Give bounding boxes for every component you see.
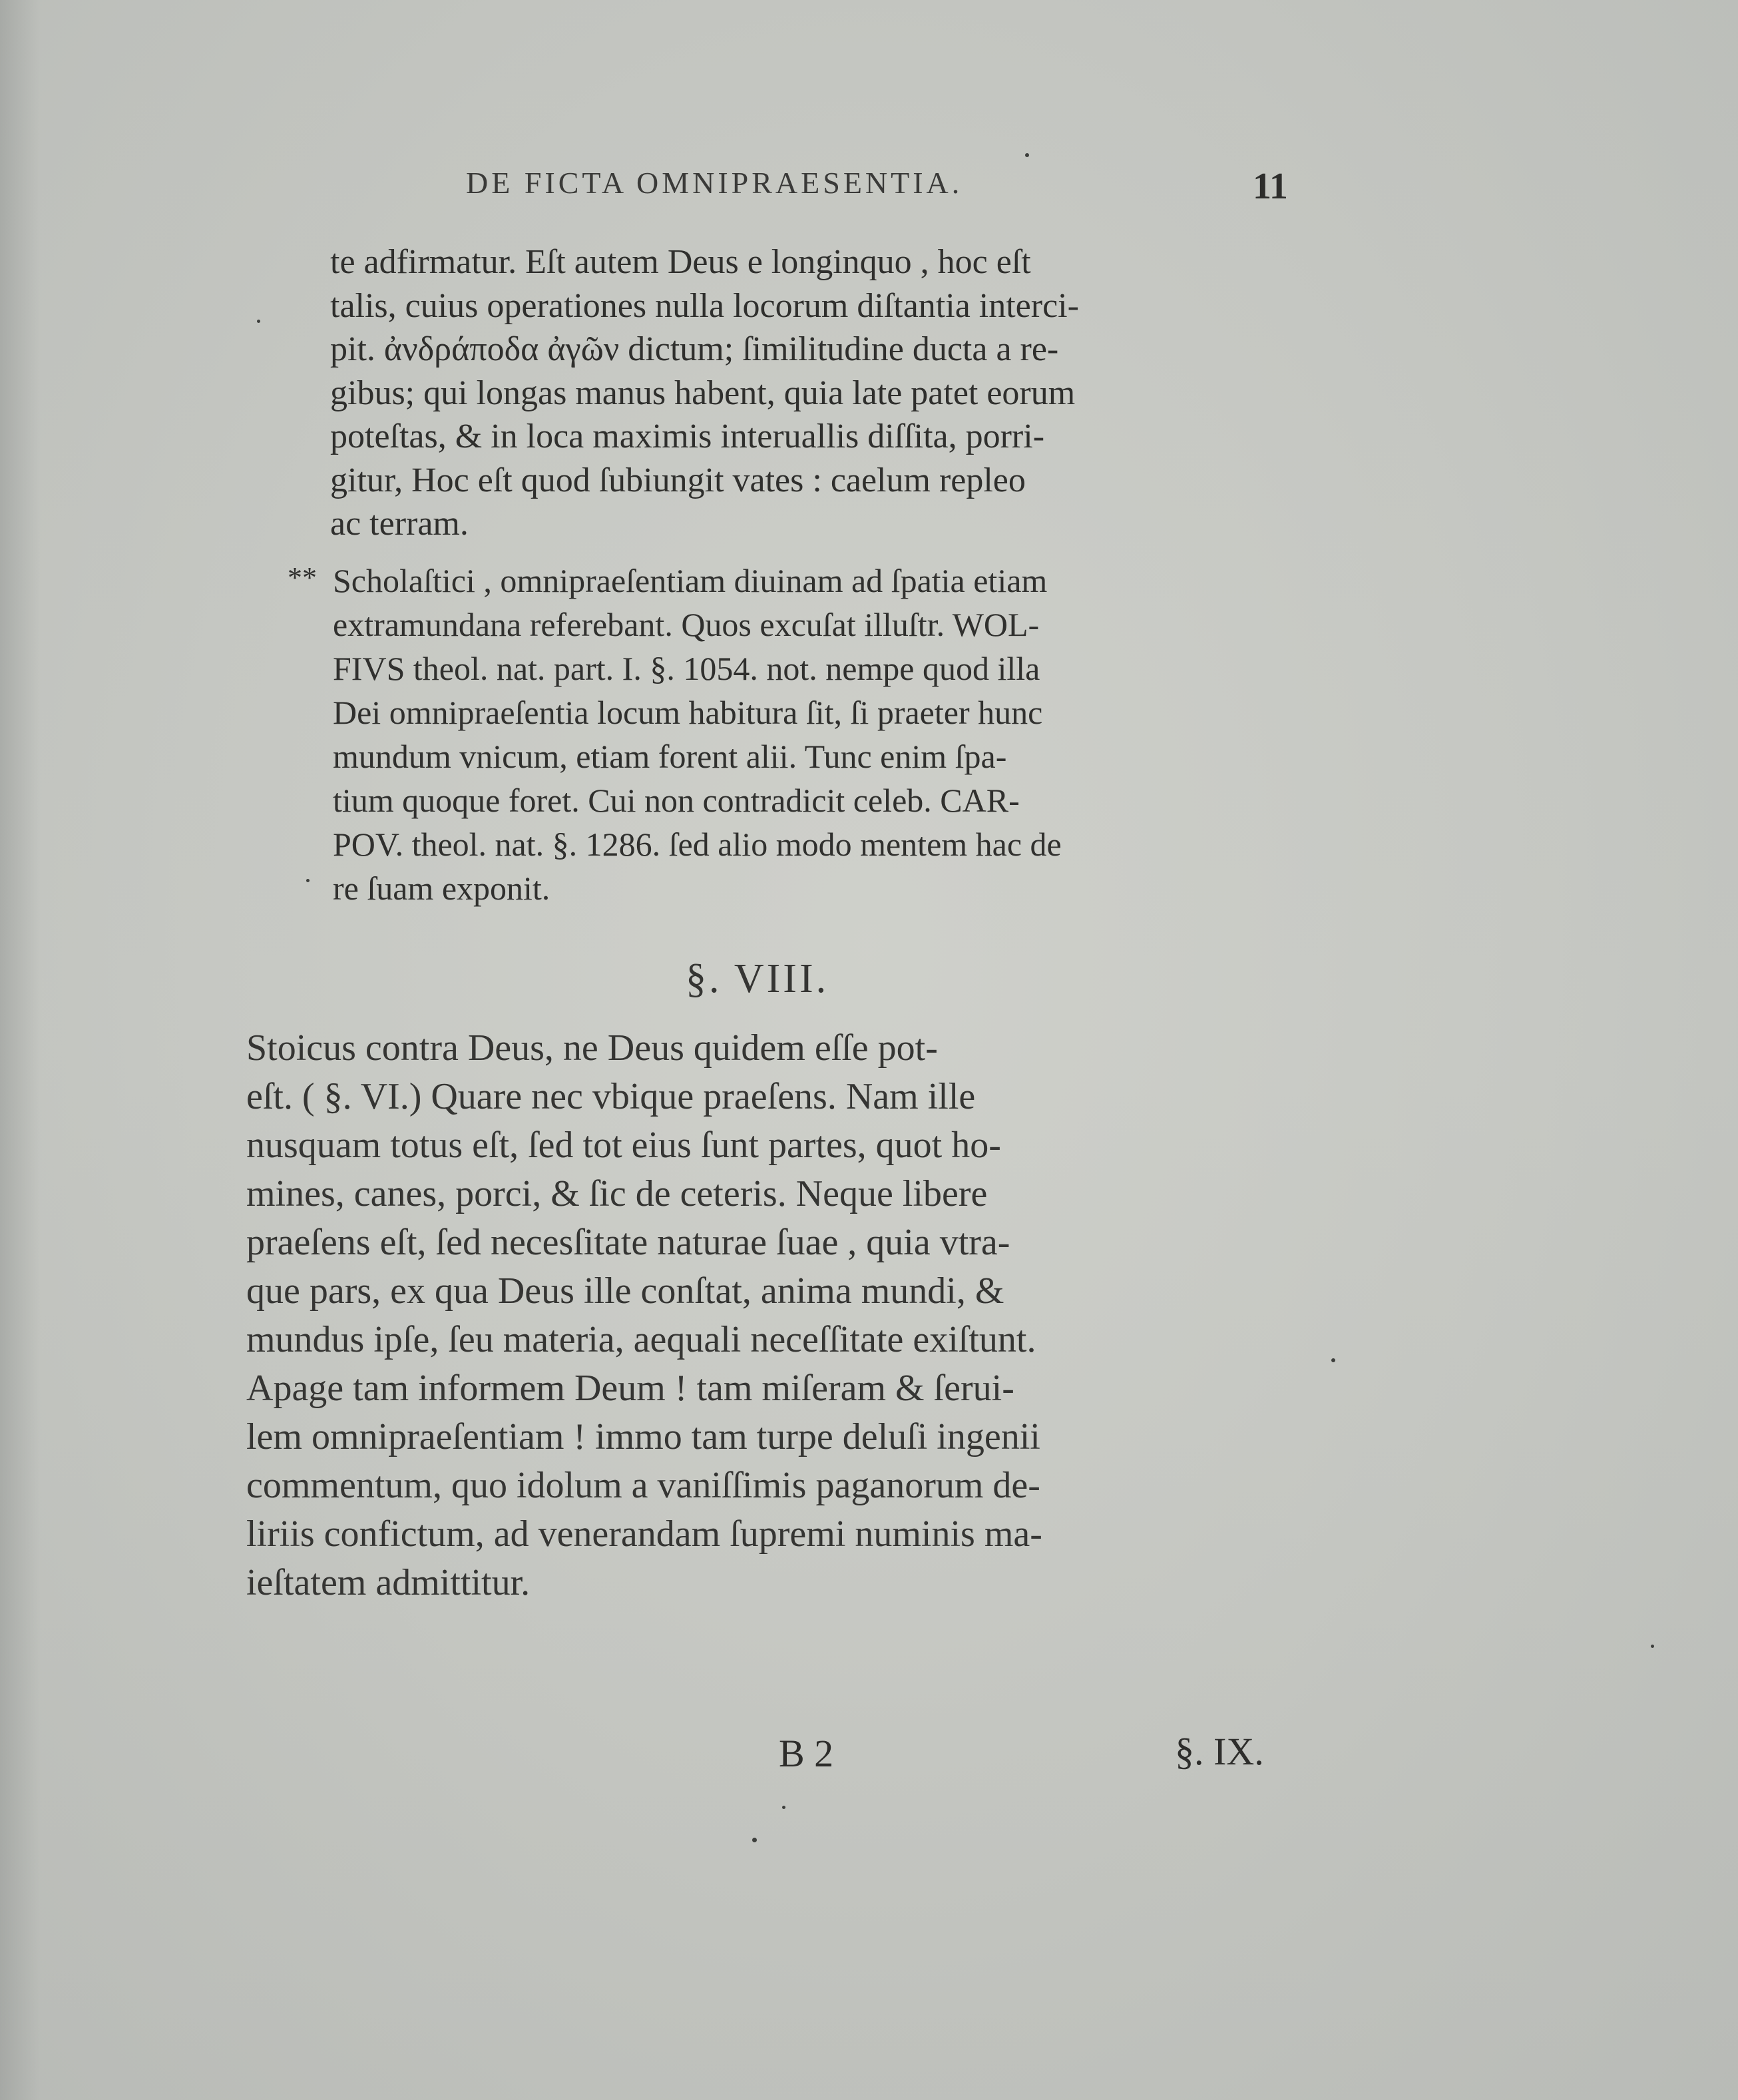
text-line: poteſtas, & in loca maximis interuallis diſſita, porri- <box>330 417 1045 455</box>
text-line: talis, cuius operationes nulla locorum diſtantia interci- <box>330 286 1079 325</box>
text-line: POV. theol. nat. §. 1286. ſed alio modo mentem hac de <box>333 826 1062 863</box>
text-line: mundum vnicum, etiam forent alii. Tunc enim ſpa- <box>333 738 1007 775</box>
catchword: §. IX. <box>1175 1730 1264 1773</box>
text-line: Scholaſtici , omnipraeſentiam diuinam ad ſpatia etiam <box>333 562 1048 599</box>
text-line: FIVS theol. nat. part. I. §. 1054. not. nempe quod illa <box>333 650 1040 687</box>
text-line: gitur, Hoc eſt quod ſubiungit vates : caelum repleo <box>330 461 1026 499</box>
text-line: re ſuam exponit. <box>333 870 550 907</box>
text-line: Dei omnipraeſentia locum habitura ſit, ſi praeter hunc <box>333 694 1043 731</box>
text-line: mines, canes, porci, & ſic de ceteris. Neque libere <box>246 1173 988 1214</box>
text-line: praeſens eſt, ſed necesſitate naturae ſuae , quia vtra- <box>246 1222 1010 1263</box>
text-line: Apage tam informem Deum ! tam miſeram & ſerui- <box>246 1368 1014 1409</box>
text-line: que pars, ex qua Deus ille conſtat, anima mundi, & <box>246 1270 1004 1312</box>
text-line: liriis confictum, ad venerandam ſupremi numinis ma- <box>246 1513 1042 1555</box>
text-line: Stoicus contra Deus, ne Deus quidem eſſe pot- <box>246 1027 938 1069</box>
text-line: te adfirmatur. Eſt autem Deus e longinquo , hoc eſt <box>330 243 1031 281</box>
footnote-marker: ** <box>288 561 317 594</box>
text-line: pit. ἀνδράποδα ἀγῶν dictum; ſimilitudine ducta a re- <box>330 330 1059 368</box>
text-line: gibus; qui longas manus habent, quia late patet eorum <box>330 374 1076 412</box>
section-body <box>246 1024 1299 1607</box>
text-line: commentum, quo idolum a vaniſſimis paganorum de- <box>246 1465 1040 1506</box>
signature-mark: B 2 <box>779 1732 834 1775</box>
text-line: mundus ipſe, ſeu materia, aequali neceſſitate exiſtunt. <box>246 1319 1036 1360</box>
text-line: eſt. ( §. VI.) Quare nec vbique praeſens. Nam ille <box>246 1076 976 1117</box>
section-heading: §. VIII. <box>686 956 829 1001</box>
text-line: ac terram. <box>330 505 469 543</box>
text-line: nusquam totus eſt, ſed tot eius ſunt partes, quot ho- <box>246 1125 1001 1166</box>
text-line: tium quoque foret. Cui non contradicit celeb. CAR- <box>333 782 1020 819</box>
text-line: ieſtatem admittitur. <box>246 1562 531 1603</box>
text-line: extramundana referebant. Quos excuſat illuſtr. WOL- <box>333 606 1040 643</box>
note-continuation <box>330 241 1299 546</box>
page-number: 11 <box>1253 166 1288 207</box>
running-title: DE FICTA OMNIPRAESENTIA. <box>466 166 963 200</box>
text-line: lem omnipraeſentiam ! immo tam turpe deluſi ingenii <box>246 1416 1040 1457</box>
note-scholastici <box>333 559 1298 910</box>
